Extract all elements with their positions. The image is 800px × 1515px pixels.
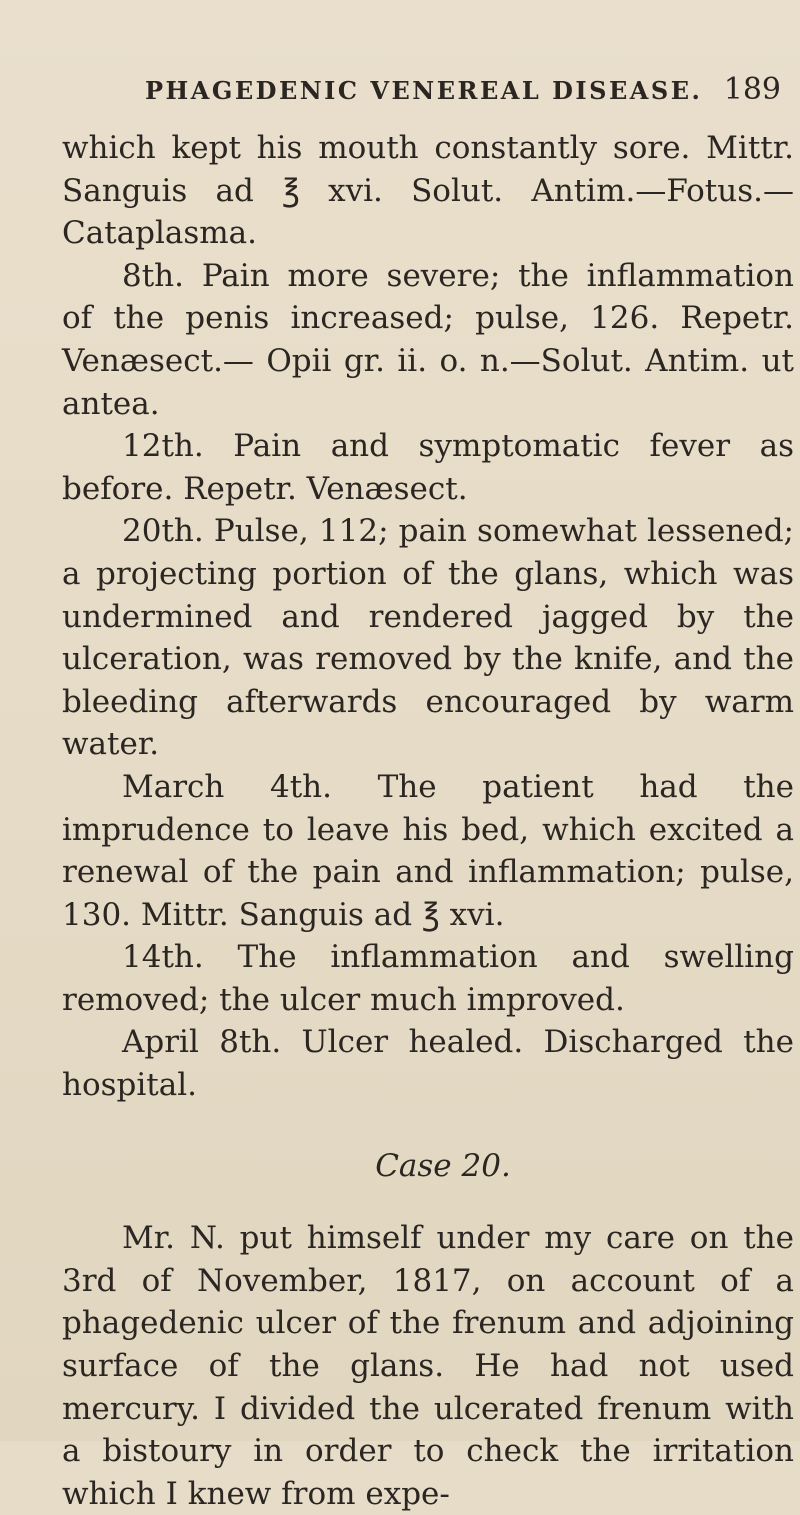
entry-12th: 12th. Pain and symptomatic fever as before. Repetr. Venæsect. <box>62 428 794 507</box>
case-heading: Case 20. <box>375 1147 511 1184</box>
running-title: PHAGEDENIC VENEREAL DISEASE. <box>145 76 703 105</box>
continuation-paragraph: which kept his mouth constantly sore. Mittr. Sanguis ad ℥ xvi. Solut. Antim.—Fotus.—Cataplasma. <box>62 130 794 252</box>
entry-march-4th: March 4th. The patient had the imprudence to leave his bed, which excited a renewal of the pain and inflammation; pulse, 130. Mittr. Sanguis ad ℥ xvi. <box>62 768 794 933</box>
page-number: 189 <box>723 72 781 107</box>
running-header <box>145 72 785 107</box>
entry-8th: 8th. Pain more severe; the inflammation of the penis increased; pulse, 126. Repetr. Venæsect.— Opii gr. ii. o. n.—Solut. Antim. ut antea. <box>62 257 794 422</box>
body-text <box>62 127 794 1515</box>
case-20-paragraph: Mr. N. put himself under my care on the 3rd of November, 1817, on account of a phagedenic ulcer of the frenum and adjoining surface of the glans. He had not used mercury. I divided the ulcerated frenum with a bistoury in order to check the irritation which I knew from expe- <box>62 1220 794 1512</box>
entry-april-8th: April 8th. Ulcer healed. Discharged the hospital. <box>62 1024 794 1104</box>
entry-14th: 14th. The inflammation and swelling removed; the ulcer much improved. <box>62 939 794 1018</box>
entry-20th: 20th. Pulse, 112; pain somewhat lessened; a projecting portion of the glans, which was undermined and rendered jagged by the ulceration, was removed by the knife, and the bleeding afterwards encouraged by warm water. <box>62 513 794 763</box>
